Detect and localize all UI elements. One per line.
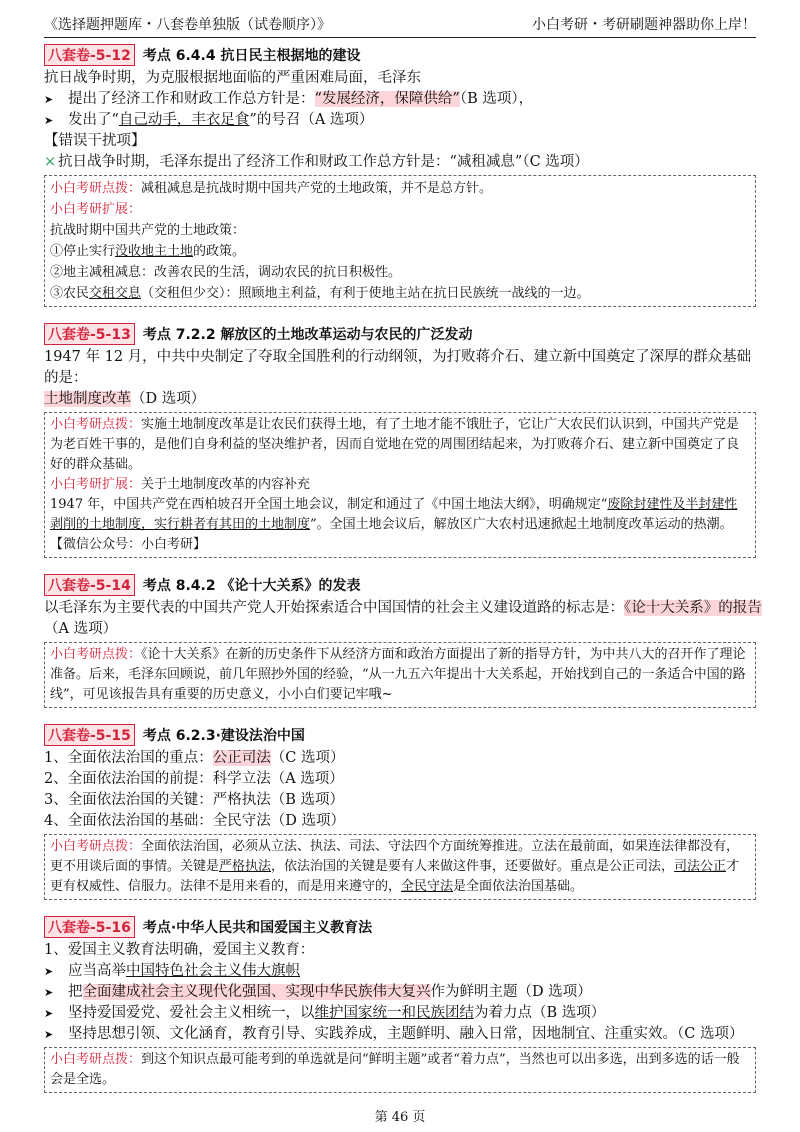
question-title [44,44,756,66]
tip-box: 小白考研点拨：全面依法治国，必须从立法、执法、司法、守法四个方面统筹推进。立法在最前面，如果连法律都没有，更不用谈后面的事情。关键是严格执法，依法治国的关键是要有人来做这件事，还要做好。重点是公正司法，司法公正才更有权威性、信服力。法律不是用来看的，而是用来遵守的，全民守法是全面依法治国基础。 [44,834,756,900]
topic-title: 考点·中华人民共和国爱国主义教育法 [142,920,373,936]
question-title [44,323,756,345]
tip-box: 小白考研点拨：到这个知识点最可能考到的单选就是问“鲜明主题”或者“着力点”，当然也可以出多选，出到多选的话一般会是全选。 [44,1047,756,1093]
bullet-line: ➤ 提出了经济工作和财政工作总方针是：“发展经济，保障供给”（B 选项）， [44,89,756,110]
arrow-bullet-icon: ➤ [44,986,54,999]
header-right-slogan: 小白考研・考研刷题神器助你上岸！ [532,17,756,33]
tip-box: 小白考研点拨：《论十大关系》在新的历史条件下从经济方面和政治方面提出了新的指导方针，为中共八大的召开作了理论准备。后来，毛泽东回顾说，前几年照抄外国的经验，“从一九五六年提出十大关系起，开始找到自己的一条适合中国的路线”，可见该报告具有重要的历史意义，小小白们要记牢哦~ [44,642,756,708]
bullet-line: ➤ 把全面建成社会主义现代化强国、实现中华民族伟大复兴作为鲜明主题（D 选项） [44,982,756,1003]
cross-icon: × [44,154,57,170]
answer-line: （A 选项） [44,621,118,637]
question-tag: 八套卷-5-15 [44,724,135,746]
bullet-line: ➤ 发出了“自己动手，丰衣足食”的号召（A 选项） [44,110,756,131]
question-tag: 八套卷-5-12 [44,44,135,66]
arrow-bullet-icon: ➤ [44,93,54,106]
tip-box: 小白考研点拨：减租减息是抗战时期中国共产党的土地政策，并不是总方针。 小白考研扩展： 抗战时期中国共产党的土地政策： ①停止实行没收地主土地的政策。 ②地主减租减息：改善农民的生活，调动农民的抗日积极性。 ③农民交租交息（交租但少交）：照顾地主利益，有利于使地主站在抗日民族统一战线的一边。 [44,175,756,307]
tip-box: 小白考研点拨：实施土地制度改革是让农民们获得土地，有了土地才能不饿肚子，它让广大农民们认识到，中国共产党是为老百姓干事的，是他们自身利益的坚决维护者，因而自觉地在党的周围团结起来，为打败蒋介石、建立新中国奠定了良好的群众基础。 小白考研扩展：关于土地制度改革的内容补充 1947 年，中国共产党在西柏坡召开全国土地会议，制定和通过了《中国土地法大纲》，明确规定“废除封建性及半封建性剥削的土地制度，实行耕者有其田的土地制度”。全国土地会议后，解放区广大农村迅速掀起土地制度改革运动的热潮。【微信公众号：小白考研】 [44,412,756,558]
page-number: 第 46 页 [374,1110,426,1125]
arrow-bullet-icon: ➤ [44,114,54,127]
arrow-bullet-icon: ➤ [44,1007,54,1020]
arrow-bullet-icon: ➤ [44,965,54,978]
question-tag: 八套卷-5-16 [44,916,135,938]
question-5-15 [44,724,756,900]
topic-title: 考点 6.4.4 抗日民主根据地的建设 [142,48,361,64]
list-item: 4、全面依法治国的基础：全民守法（D 选项） [44,813,345,829]
question-title [44,916,756,938]
page-header [44,8,756,38]
error-heading: 【错误干扰项】 [44,133,146,149]
list-item: 2、全面依法治国的前提：科学立法（A 选项） [44,771,344,787]
list-item: 3、全面依法治国的关键：严格执法（B 选项） [44,792,344,808]
intro-line: 1、爱国主义教育法明确，爱国主义教育： [44,942,315,958]
question-text: 以毛泽东为主要代表的中国共产党人开始探索适合中国国情的社会主义建设道路的标志是：《论十大关系》的报告 [44,600,762,616]
answer-line: 土地制度改革（D 选项） [44,391,206,407]
question-tag: 八套卷-5-13 [44,323,135,345]
question-5-16 [44,916,756,1093]
question-5-13 [44,323,756,558]
page-content [44,44,762,1109]
question-title [44,724,756,746]
question-5-12 [44,44,756,307]
topic-title: 考点 6.2.3·建设法治中国 [142,728,305,744]
intro-line: 抗日战争时期，为克服根据地面临的严重困难局面，毛泽东 [44,70,421,86]
question-text: 1947 年 12 月，中共中央制定了夺取全国胜利的行动纲领，为打败蒋介石、建立新中国奠定了深厚的群众基础的是： [44,349,752,386]
question-tag: 八套卷-5-14 [44,574,135,596]
bullet-line: ➤ 坚持爱国爱党、爱社会主义相统一，以维护国家统一和民族团结为着力点（B 选项） [44,1003,756,1024]
list-item: 1、全面依法治国的重点：公正司法（C 选项） [44,750,345,766]
topic-title: 考点 8.4.2 《论十大关系》的发表 [142,578,361,594]
bullet-line: ➤ 坚持思想引领、文化涵育，教育引导、实践养成，主题鲜明、融入日常，因地制宜、注重实效。（C 选项） [44,1024,756,1045]
header-left-title: 《选择题押题库・八套卷单独版（试卷顺序）》 [44,17,331,33]
question-title [44,574,756,596]
topic-title: 考点 7.2.2 解放区的土地改革运动与农民的广泛发动 [142,327,473,343]
question-5-14 [44,574,762,708]
error-line: × 抗日战争时期，毛泽东提出了经济工作和财政工作总方针是：“减租减息”（C 选项） [44,152,756,173]
bullet-line: ➤ 应当高举中国特色社会主义伟大旗帜 [44,961,756,982]
arrow-bullet-icon: ➤ [44,1028,54,1041]
